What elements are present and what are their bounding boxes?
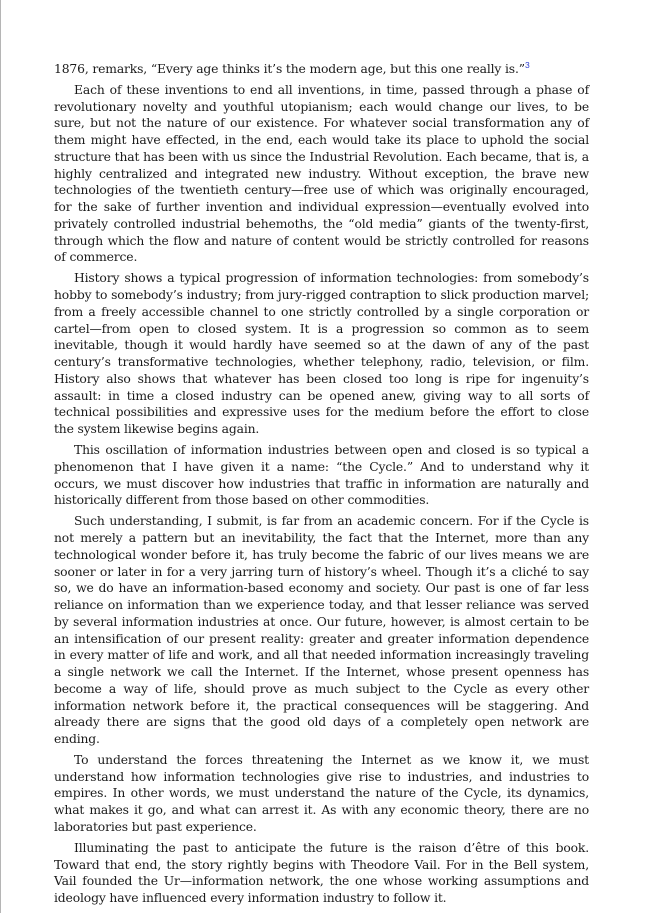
paragraph: Each of these inventions to end all inventions, in time, passed through a phase of revolutionary novelty and youthful utopianism; each would change our lives, to be sure, but not the nature of our existence. For whatever social transformation any of them might have effected, in the end, each would take its place to uphold the social structure that has been with us since the Industrial Revolution. Each became, that is, a highly centralized and integrated new industry. Without exception, the brave new technologies of the twentieth century—free use of which was originally encouraged, for the sake of further invention and individual expression—eventually evolved into privately controlled industrial behemoths, the “old media” giants of the twenty-first, through which the flow and nature of content would be strictly controlled for reasons of commerce. [54,82,589,265]
footnote-reference-link[interactable]: 3 [524,60,530,70]
paragraph: History shows a typical progression of information technologies: from somebody’s hobby to somebody’s industry; from jury-rigged contraption to slick production marvel; from a freely accessible channel to one strictly controlled by a single corporation or cartel—from open to closed system. It is a progression so common as to seem inevitable, though it would hardly have seemed so at the dawn of any of the past century’s transformative technologies, whether telephony, radio, television, or film. History also shows that whatever has been closed too long is ripe for ingenuity’s assault: in time a closed industry can be opened anew, giving way to all sorts of technical possibilities and expressive uses for the medium before the effort to close the system likewise begins again. [54,271,589,437]
paragraph: This oscillation of information industries between open and closed is so typical a phenomenon that I have given it a name: “the Cycle.” And to understand why it occurs, we must discover how industries that traffic in information are naturally and historically different from those based on other commodities. [54,443,589,508]
paragraph-text: 1876, remarks, “Every age thinks it’s the modern age, but this one really is.” [54,62,525,76]
paragraph: Such understanding, I submit, is far from an academic concern. For if the Cycle is not merely a pattern but an inevitability, the fact that the Internet, more than any technological wonder before it, has truly become the fabric of our lives means we are sooner or later in for a very jarring turn of history’s wheel. Though it’s a cliché to say so, we do have an information-based economy and society. Our past is one of far less reliance on information than we experience today, and that lesser reliance was served by several information industries at once. Our future, however, is almost certain to be an intensification of our present reality: greater and greater information dependence in every matter of life and work, and all that needed information increasingly traveling a single network we call the Internet. If the Internet, whose present openness has become a way of life, should prove as much subject to the Cycle as every other information network before it, the practical consequences will be staggering. And already there are signs that the good old days of a completely open network are ending. [54,514,589,746]
paragraph-continued [54,61,589,78]
paragraph: Illuminating the past to anticipate the future is the raison d’être of this book. Toward that end, the story rightly begins with Theodore Vail. For in the Bell system, Vail founded the Ur—information network, the one whose working assumptions and ideology have influenced every information industry to follow it. [54,840,589,906]
body-text [54,61,589,911]
paragraph: To understand the forces threatening the Internet as we know it, we must understand how information technologies give rise to industries, and industries to empires. In other words, we must understand the nature of the Cycle, its dynamics, what makes it go, and what can arrest it. As with any economic theory, there are no laboratories but past experience. [54,752,589,834]
